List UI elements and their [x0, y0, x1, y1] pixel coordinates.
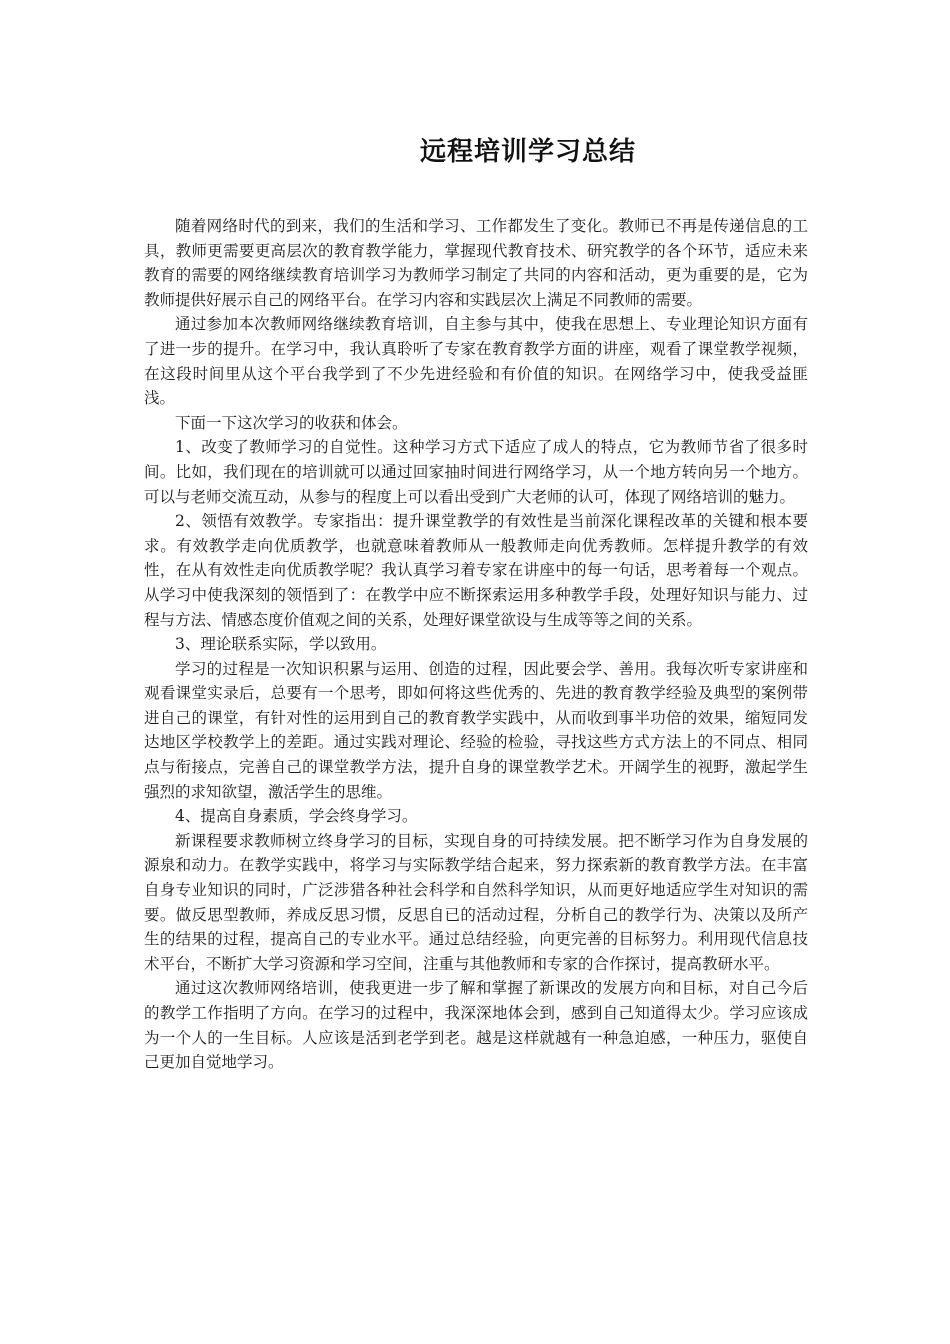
- paragraph-gains-intro: 下面一下这次学习的收获和体会。: [175, 413, 408, 432]
- paragraph-participation: 通过参加本次教师网络继续教育培训，自主参与其中，使我在思想上、专业理论知识方面有了进一步的提升。在学习中，我认真聆听了专家在教育教学方面的讲座，观看了课堂教学视频，在这段时间里从这个平台我学到了不少先进经验和有价值的知识。在网络学习中，使我受益匪浅。: [144, 315, 808, 408]
- paragraph-point-3-heading: 3、理论联系实际，学以致用。: [175, 635, 387, 654]
- paragraph-point-1: 1、改变了教师学习的自觉性。这种学习方式下适应了成人的特点，它为教师节省了很多时间。比如，我们现在的培训就可以通过回家抽时间进行网络学习，从一个地方转向另一个地方。可以与老师交流互动，从参与的程度上可以看出受到广大老师的认可，体现了网络培训的魅力。: [144, 438, 808, 506]
- paragraph-point-2: 2、领悟有效教学。专家指出：提升课堂教学的有效性是当前深化课程改革的关键和根本要求。有效教学走向优质教学，也就意味着教师从一般教师走向优秀教师。怎样提升教学的有效性，在从有效性走向优质教学呢？我认真学习着专家在讲座中的每一句话，思考着每一个观点。从学习中使我深刻的领悟到了：在教学中应不断探索运用多种教学手段，处理好知识与能力、过程与方法、情感态度价值观之间的关系，处理好课堂欲设与生成等等之间的关系。: [144, 512, 808, 629]
- document-body: [144, 214, 808, 1075]
- paragraph-point-4-heading: 4、提高自身素质，学会终身学习。: [175, 807, 418, 826]
- document-title: 远程培训学习总结: [420, 137, 637, 167]
- paragraph-point-3-body: 学习的过程是一次知识积累与运用、创造的过程，因此要会学、善用。我每次听专家讲座和观看课堂实录后，总要有一个思考，即如何将这些优秀的、先进的教育教学经验及典型的案例带进自己的课堂，有针对性的运用到自己的教育教学实践中，从而收到事半功倍的效果，缩短同发达地区学校教学上的差距。通过实践对理论、经验的检验，寻找这些方式方法上的不同点、相同点与衔接点，完善自己的课堂教学方法，提升自身的课堂教学艺术。开阔学生的视野，激起学生强烈的求知欲望，激活学生的思维。: [144, 659, 808, 801]
- paragraph-conclusion: 通过这次教师网络培训，使我更进一步了解和掌握了新课改的发展方向和目标，对自己今后的教学工作指明了方向。在学习的过程中，我深深地体会到，感到自己知道得太少。学习应该成为一个人的一生目标。人应该是活到老学到老。越是这样就越有一种急迫感，一种压力，驱使自己更加自觉地学习。: [144, 979, 808, 1072]
- paragraph-point-4-body: 新课程要求教师树立终身学习的目标，实现自身的可持续发展。把不断学习作为自身发展的源泉和动力。在教学实践中，将学习与实际教学结合起来，努力探索新的教育教学方法。在丰富自身专业知识的同时，广泛涉猎各种社会科学和自然科学知识，从而更好地适应学生对知识的需要。做反思型教师，养成反思习惯，反思自已的活动过程，分析自己的教学行为、决策以及所产生的结果的过程，提高自己的专业水平。通过总结经验，向更完善的目标努力。利用现代信息技术平台，不断扩大学习资源和学习空间，注重与其他教师和专家的合作探讨，提高教研水平。: [144, 831, 808, 973]
- paragraph-intro: 随着网络时代的到来，我们的生活和学习、工作都发生了变化。教师已不再是传递信息的工具，教师更需要更高层次的教育教学能力，掌握现代教育技术、研究教学的各个环节，适应未来教育的需要的网络继续教育培训学习为教师学习制定了共同的内容和活动，更为重要的是，它为教师提供好展示自己的网络平台。在学习内容和实践层次上满足不同教师的需要。: [144, 217, 808, 309]
